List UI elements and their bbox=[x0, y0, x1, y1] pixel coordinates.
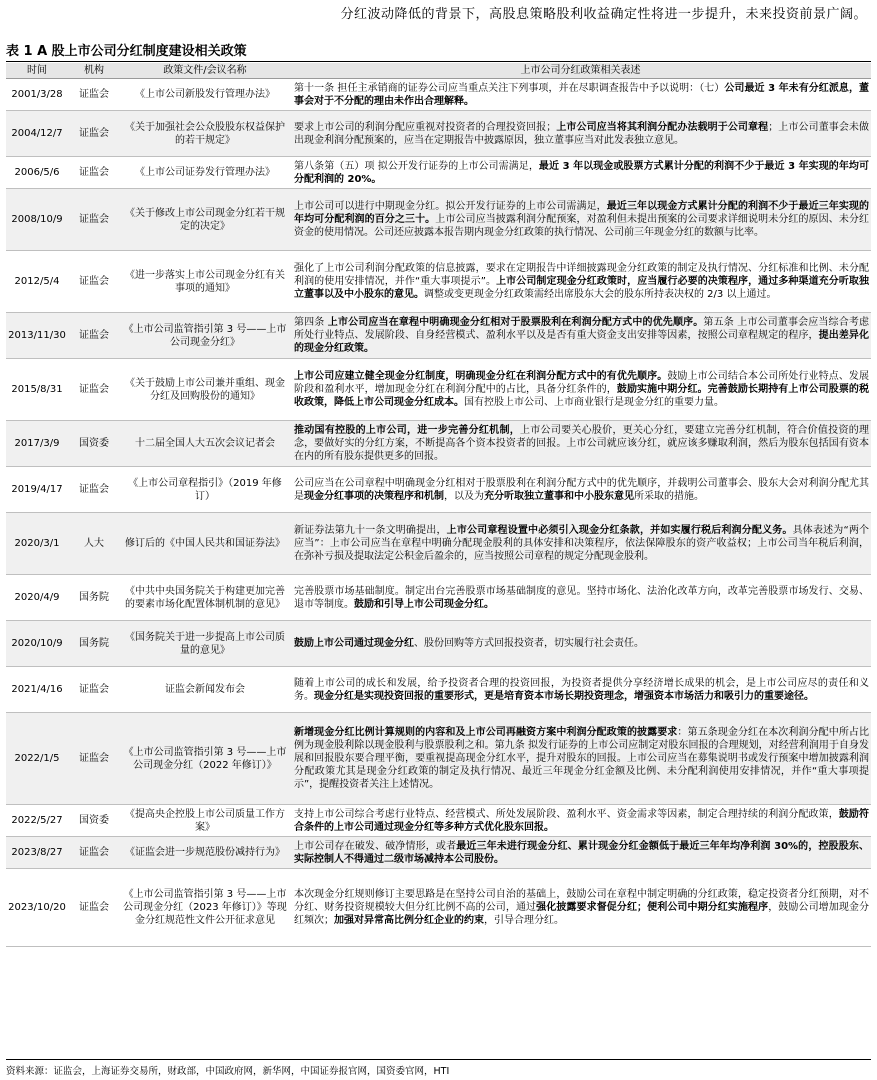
desc-bold-text: 最近三年未进行现金分红、累计现金分红金额低于最近三年年均净利润 30%的，控股股东、实际控制人不得通过二级市场减持本公司股份。 bbox=[294, 840, 870, 865]
desc-text: 本次现金分红规则修订主要思路是在坚持公司自治的基础上，鼓励公司在章程中制定明确的分红政策，稳定投资者分红预期，对不分红、财务投资规模较大但分红比例不高的公司，通过 bbox=[294, 889, 869, 913]
desc-bold-text: 上市公司应当在章程中明确现金分红相对于股票股利在利润分配方式中的优先顺序。 bbox=[327, 317, 704, 328]
desc-bold-text: 上市公司章程设置中必须引入现金分红条款，并如实履行税后利润分配义务。 bbox=[446, 525, 793, 536]
date-cell: 2017/3/9 bbox=[6, 421, 68, 467]
desc-text: 上市公司应当披露利润分配预案，对盈利但未提出预案的公司要求详细说明未分红的原因、未分红资金的使用情况。公司还应披露本报告期内现金分红政策的执行情况、公司前三年现金分红的数额与比率。 bbox=[294, 214, 869, 238]
date-cell: 2020/10/9 bbox=[6, 621, 68, 667]
bottom-rule bbox=[6, 1059, 871, 1060]
header-doc: 政策文件/会议名称 bbox=[120, 63, 290, 79]
desc-text: 具体表述为“两个应当”：上市公司应当在章程中明确分配现金股利的具体安排和决策程序，依法保障股东的资产收益权；上市公司当年税后利润，在弥补亏损及提取法定公积金后盈余的，应当按照公司章程的规定分配现金股利。 bbox=[294, 525, 870, 562]
desc-text: 完善股票市场基础制度。制定出台完善股票市场基础制度的意见。坚持市场化、法治化改革方向，改革完善股票市场发行、交易、退市等制度。 bbox=[294, 585, 869, 610]
table-row bbox=[6, 421, 871, 467]
desc-text: 支持上市公司综合考虑行业特点、经营模式、所处发展阶段、盈利水平、资金需求等因素，制定合理持续的利润分配政策， bbox=[294, 808, 839, 820]
org-cell: 国资委 bbox=[68, 421, 120, 467]
doc-cell: 《上市公司监管指引第 3 号——上市公司现金分红（2023 年修订）》等现金分红规范性文件公开征求意见 bbox=[120, 869, 290, 947]
desc-text: 调整或变更现金分红政策需经出席股东大会的股东所持表决权的 2/3 以上通过。 bbox=[424, 289, 777, 300]
table-row bbox=[6, 157, 871, 189]
table-row bbox=[6, 111, 871, 157]
date-cell: 2013/11/30 bbox=[6, 313, 68, 359]
table-row bbox=[6, 79, 871, 111]
title-rule bbox=[6, 61, 871, 62]
org-cell: 国资委 bbox=[68, 805, 120, 837]
date-cell: 2015/8/31 bbox=[6, 359, 68, 421]
desc-text: ：第五条现金分红在本次利润分配中所占比例为现金股利除以现金股利与股票股利之和。第九条 拟发行证券的上市公司应制定对股东回报的合理规划，对经营利润用于自身发展和回报股东要合理平衡，要重视提高现金分红水平，提升对股东的回报。上市公司应当在募集说明书或发行预案中增加披露利润分配政策尤其是现金分红政策的制定及执行情况、最近三年现金分红金额及比例、未分配利润使用安排情况，并作“重大事项提示”，提醒投资者关注上述情况。 bbox=[294, 727, 870, 790]
date-cell: 2022/1/5 bbox=[6, 713, 68, 805]
desc-text: 第八条第（五）项 拟公开发行证券的上市公司需满足， bbox=[294, 160, 539, 172]
desc-bold-text: 上市公司应当将其利润分配办法载明于公司章程 bbox=[556, 121, 769, 133]
desc-cell bbox=[290, 189, 871, 251]
desc-cell bbox=[290, 79, 871, 111]
desc-bold-text: 鼓励和引导上市公司现金分红。 bbox=[354, 598, 494, 610]
doc-cell: 《上市公司证券发行管理办法》 bbox=[120, 157, 290, 189]
table-row bbox=[6, 251, 871, 313]
org-cell: 证监会 bbox=[68, 869, 120, 947]
desc-bold-text: 鼓励上市公司通过现金分红 bbox=[294, 638, 414, 649]
doc-cell: 《关于修改上市公司现金分红若干规定的决定》 bbox=[120, 189, 290, 251]
desc-text: ，以及为 bbox=[444, 490, 484, 502]
table-row bbox=[6, 189, 871, 251]
org-cell: 证监会 bbox=[68, 359, 120, 421]
table-row bbox=[6, 667, 871, 713]
desc-text: 、股份回购等方式回报投资者，切实履行社会责任。 bbox=[414, 638, 644, 649]
desc-cell bbox=[290, 869, 871, 947]
table-title: 表 1 A 股上市公司分红制度建设相关政策 bbox=[6, 44, 247, 59]
desc-bold-text: 鼓励实施中期分红。完善鼓励长期持有上市公司股票的税收政策，降低上市公司现金分红成本。 bbox=[294, 384, 870, 408]
desc-cell bbox=[290, 157, 871, 189]
doc-cell: 《证监会进一步规范股份减持行为》 bbox=[120, 837, 290, 869]
doc-cell: 十二届全国人大五次会议记者会 bbox=[120, 421, 290, 467]
desc-bold-text: 最近三年以现金方式累计分配的利润不少于最近三年实现的年均可分配利润的百分之三十。 bbox=[294, 201, 870, 225]
desc-text: 新证券法第九十一条文明确提出， bbox=[294, 525, 447, 536]
date-cell: 2008/10/9 bbox=[6, 189, 68, 251]
doc-cell: 《上市公司新股发行管理办法》 bbox=[120, 79, 290, 111]
desc-bold-text: 上市公司制定现金分红政策时，应当履行必要的决策程序，通过多种渠道充分听取独立董事以及中小股东的意见。 bbox=[294, 276, 869, 300]
date-cell: 2012/5/4 bbox=[6, 251, 68, 313]
desc-bold-text: 现金分红是实现投资回报的重要形式，更是培育资本市场长期投资理念，增强资本市场活力和吸引力的重要途径。 bbox=[314, 690, 814, 702]
policy-table bbox=[6, 63, 871, 947]
doc-cell: 《关于鼓励上市公司兼并重组、现金分红及回购股份的通知》 bbox=[120, 359, 290, 421]
desc-text: 所采取的措施。 bbox=[634, 490, 704, 502]
desc-bold-text: 上市公司应建立健全现金分红制度，明确现金分红在利润分配方式中的有优先顺序。 bbox=[294, 371, 668, 382]
table-row bbox=[6, 359, 871, 421]
desc-bold-text: 现金分红事项的决策程序和机制 bbox=[304, 490, 444, 502]
doc-cell: 《上市公司监管指引第 3 号——上市公司现金分红（2022 年修订）》 bbox=[120, 713, 290, 805]
desc-bold-text: 推动国有控股的上市公司，进一步完善分红机制， bbox=[294, 425, 520, 436]
desc-bold-text: 充分听取独立董事和中小股东意见 bbox=[484, 490, 634, 502]
doc-cell: 《国务院关于进一步提高上市公司质量的意见》 bbox=[120, 621, 290, 667]
desc-text: 要求上市公司的利润分配应重视对投资者的合理投资回报； bbox=[294, 121, 557, 133]
desc-cell bbox=[290, 513, 871, 575]
desc-text: 上市公司可以进行中期现金分红。拟公开发行证券的上市公司需满足， bbox=[294, 201, 607, 212]
desc-bold-text: 新增现金分红比例计算规则的内容和及上市公司再融资方案中利润分配政策的披露要求 bbox=[294, 727, 678, 738]
desc-cell bbox=[290, 111, 871, 157]
date-cell: 2022/5/27 bbox=[6, 805, 68, 837]
date-cell: 2004/12/7 bbox=[6, 111, 68, 157]
desc-text: 上市公司存在破发、破净情形，或者 bbox=[294, 840, 457, 852]
doc-cell: 《进一步落实上市公司现金分红有关事项的通知》 bbox=[120, 251, 290, 313]
desc-text: 第四条 bbox=[294, 317, 328, 328]
org-cell: 人大 bbox=[68, 513, 120, 575]
date-cell: 2021/4/16 bbox=[6, 667, 68, 713]
desc-bold-text: 最近 3 年以现金或股票方式累计分配的利润不少于最近 3 年实现的年均可分配利润的 20%。 bbox=[294, 160, 869, 185]
header-desc: 上市公司分红政策相关表述 bbox=[290, 63, 871, 79]
table-row bbox=[6, 869, 871, 947]
desc-cell bbox=[290, 421, 871, 467]
header-date: 时间 bbox=[6, 63, 68, 79]
desc-text: 鼓励上市公司结合本公司所处行业特点、发展阶段和盈利水平，增加现金分红在利润分配中的占比，具备分红条件的， bbox=[294, 371, 870, 395]
org-cell: 证监会 bbox=[68, 837, 120, 869]
date-cell: 2023/10/20 bbox=[6, 869, 68, 947]
doc-cell: 《上市公司章程指引》（2019 年修订） bbox=[120, 467, 290, 513]
desc-cell bbox=[290, 251, 871, 313]
doc-cell: 修订后的《中国人民共和国证券法》 bbox=[120, 513, 290, 575]
desc-text: 上市公司要关心股价，更关心分红，要建立完善分红机制，符合价值投资的理念，要做好实的分红方案，不断提高各个资本投资者的回报。上市公司就应该分红，就应该多赚取利润，然后为股东包括国有资本在内的所有股东提供更多的回报。 bbox=[294, 425, 869, 462]
table-row bbox=[6, 837, 871, 869]
org-cell: 证监会 bbox=[68, 189, 120, 251]
org-cell: 国务院 bbox=[68, 621, 120, 667]
table-row bbox=[6, 713, 871, 805]
table-row bbox=[6, 621, 871, 667]
date-cell: 2020/4/9 bbox=[6, 575, 68, 621]
desc-text: 国有控股上市公司、上市商业银行是现金分红的重要力量。 bbox=[464, 397, 724, 408]
header-org: 机构 bbox=[68, 63, 120, 79]
date-cell: 2019/4/17 bbox=[6, 467, 68, 513]
org-cell: 证监会 bbox=[68, 79, 120, 111]
date-cell: 2001/3/28 bbox=[6, 79, 68, 111]
doc-cell: 《提高央企控股上市公司质量工作方案》 bbox=[120, 805, 290, 837]
table-row bbox=[6, 575, 871, 621]
org-cell: 证监会 bbox=[68, 313, 120, 359]
desc-cell bbox=[290, 805, 871, 837]
desc-cell bbox=[290, 667, 871, 713]
org-cell: 证监会 bbox=[68, 157, 120, 189]
table-header-row bbox=[6, 63, 871, 79]
date-cell: 2006/5/6 bbox=[6, 157, 68, 189]
desc-cell bbox=[290, 575, 871, 621]
desc-cell bbox=[290, 313, 871, 359]
desc-cell bbox=[290, 359, 871, 421]
desc-text: 第十一条 担任主承销商的证券公司应当重点关注下列事项，并在尽职调查报告中予以说明：（七） bbox=[294, 82, 725, 94]
desc-bold-text: 公司最近 3 年未有分红派息，董事会对于不分配的理由未作出合理解释。 bbox=[294, 82, 869, 107]
doc-cell: 《上市公司监管指引第 3 号——上市公司现金分红》 bbox=[120, 313, 290, 359]
desc-text: ，鼓励公司增加现金分红频次； bbox=[294, 902, 870, 926]
desc-bold-text: 鼓励符合条件的上市公司通过现金分红等多种方式优化股东回报。 bbox=[294, 808, 870, 833]
desc-bold-text: 强化披露要求督促分红；便利公司中期分红实施程序 bbox=[536, 902, 769, 913]
date-cell: 2023/8/27 bbox=[6, 837, 68, 869]
desc-text: 公司应当在公司章程中明确现金分红相对于股票股利在利润分配方式中的优先顺序，并载明公司董事会、股东大会对利润分配尤其是 bbox=[294, 477, 869, 502]
desc-cell bbox=[290, 713, 871, 805]
table-row bbox=[6, 467, 871, 513]
table-row bbox=[6, 313, 871, 359]
desc-text: ，引导合理分红。 bbox=[484, 915, 564, 926]
table-row bbox=[6, 513, 871, 575]
org-cell: 证监会 bbox=[68, 667, 120, 713]
org-cell: 证监会 bbox=[68, 111, 120, 157]
org-cell: 证监会 bbox=[68, 467, 120, 513]
doc-cell: 证监会新闻发布会 bbox=[120, 667, 290, 713]
org-cell: 证监会 bbox=[68, 713, 120, 805]
org-cell: 国务院 bbox=[68, 575, 120, 621]
desc-text: 强化了上市公司利润分配政策的信息披露，要求在定期报告中详细披露现金分红政策的制定及执行情况、分红标准和比例、未分配利润的使用安排情况，并作“重大事项提示”。 bbox=[294, 263, 869, 287]
desc-text: ；上市公司董事会未做出现金利润分配预案的，应当在定期报告中披露原因，独立董事应当对此发表独立意见。 bbox=[294, 121, 870, 146]
desc-cell bbox=[290, 621, 871, 667]
org-cell: 证监会 bbox=[68, 251, 120, 313]
desc-bold-text: 提出差异化的现金分红政策。 bbox=[294, 330, 870, 354]
desc-cell bbox=[290, 837, 871, 869]
desc-bold-text: 加强对异常高比例分红企业的约束 bbox=[334, 915, 484, 926]
desc-text: 随着上市公司的成长和发展，给予投资者合理的投资回报，为投资者提供分享经济增长成果的机会，是上市公司应尽的责任和义务。 bbox=[294, 677, 869, 702]
table-row bbox=[6, 805, 871, 837]
desc-text: 第五条 上市公司董事会应当综合考虑所处行业特点、发展阶段、自身经营模式、盈利水平以及是否有重大资金支出安排等因素，按照公司章程规定的程序， bbox=[294, 317, 870, 341]
desc-cell bbox=[290, 467, 871, 513]
date-cell: 2020/3/1 bbox=[6, 513, 68, 575]
doc-cell: 《关于加强社会公众股股东权益保护的若干规定》 bbox=[120, 111, 290, 157]
intro-tail: 分红波动降低的背景下，高股息策略股利收益确定性将进一步提升，未来投资前景广阔。 bbox=[340, 7, 867, 22]
source-note: 资料来源：证监会，上海证券交易所，财政部，中国政府网，新华网，中国证券报官网，国资委官网，HTI bbox=[6, 1066, 450, 1077]
doc-cell: 《中共中央国务院关于构建更加完善的要素市场化配置体制机制的意见》 bbox=[120, 575, 290, 621]
